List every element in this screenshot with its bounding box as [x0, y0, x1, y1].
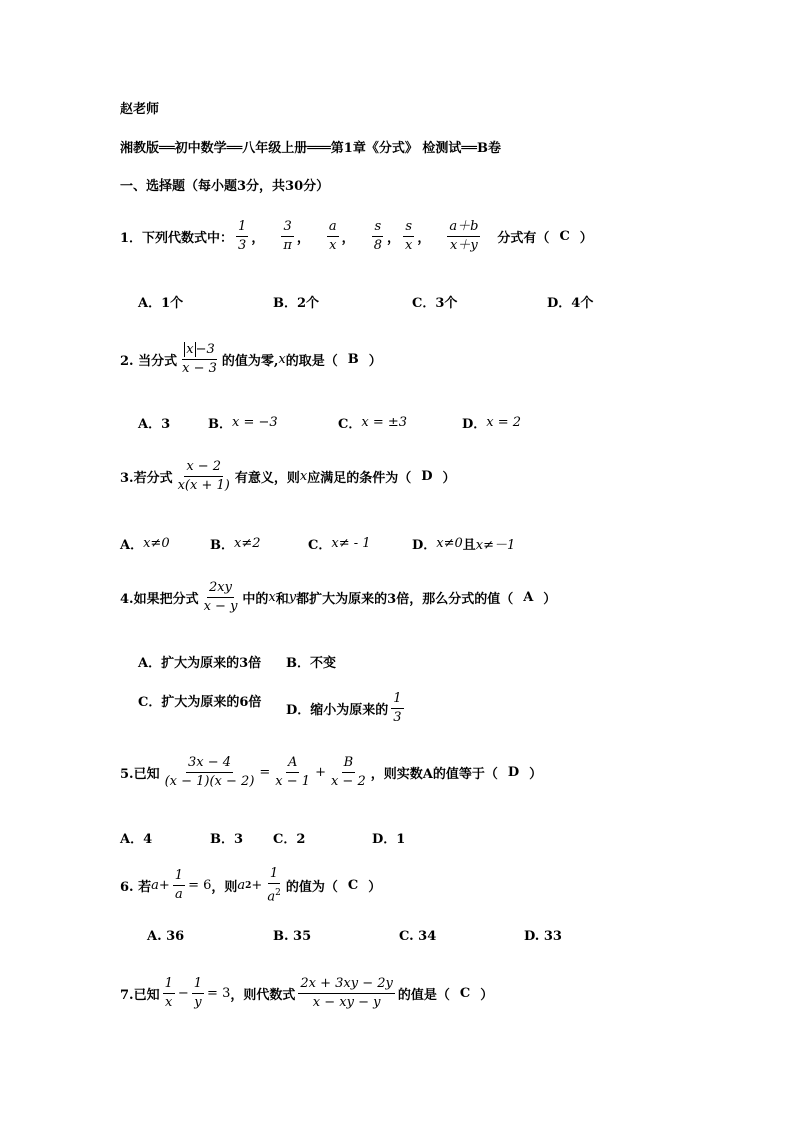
q6-option-a: A. 36: [147, 929, 185, 944]
question-4: 4.如果把分式 $\frac{2xy}{x - y}$ 中的 x 和 y 都扩大为原来的3倍，那么分式的值（ A ）: [120, 580, 557, 614]
q1-fraction-3: $\frac{a}{x}$: [328, 219, 337, 253]
q1-option-b: B．2个: [273, 296, 320, 311]
q3-fraction: $\frac{x - 2}{x(x + 1)}$: [177, 459, 230, 493]
q7-fraction-3: $\frac{2x + 3xy - 2y}{x - xy - y}$: [300, 976, 393, 1010]
q4-option-c: C．扩大为原来的6倍: [138, 695, 262, 710]
q1-prefix: 1．下列代数式中：: [120, 231, 234, 246]
q5-option-b: B．3: [210, 832, 244, 847]
q7-fraction-2: $\frac{1}{y}$: [193, 976, 203, 1010]
question-7: 7.已知 $\frac{1}{x}$ − $\frac{1}{y}$ = 3 ，则代数式 $\frac{2x + 3xy - 2y}{x - xy - y}$ 的值是（ C ）: [120, 976, 494, 1010]
q2-option-a: A．3: [138, 417, 171, 432]
q5-option-d: D．1: [372, 832, 406, 847]
question-1: 1．下列代数式中： $\frac{1}{3}$ ， $\frac{3}{\pi}$ ， $\frac{a}{x}$ ， $\frac{s}{8}$ ， $\frac{s}{x}$ ， $\frac{a+b}{x+y}$ 分式有（ C ）: [120, 219, 593, 253]
q1-answer: C: [559, 229, 570, 244]
q4-option-d-fraction: $\frac{1}{3}$: [393, 691, 402, 725]
q1-option-c: C．3个: [412, 296, 458, 311]
section-title: 一、选择题（每小题3分，共30分）: [120, 179, 330, 194]
question-6: 6. 若 a + $\frac{1}{a}$ = 6 ，则 a 2 + $\frac{1}{a^2}$ 的值为（ C ）: [120, 866, 382, 905]
question-2: 2. 当分式 $\frac{x -3}{x - 3}$ 的值为零, x 的取是（ B ）: [120, 342, 382, 376]
q7-fraction-1: $\frac{1}{x}$: [164, 976, 173, 1010]
q3-option-d: D． x≠0 且 x≠－1: [412, 536, 516, 553]
q6-fraction-1: $\frac{1}{a}$: [174, 868, 184, 903]
question-5: 5.已知 $\frac{3x - 4}{(x - 1)(x - 2)}$ = $\frac{A}{x - 1}$ + $\frac{B}{x - 2}$ ，则实数A的值等于（ D ）: [120, 755, 543, 789]
q1-option-a: A．1个: [138, 296, 184, 311]
q6-option-d: D. 33: [524, 929, 562, 944]
q5-option-c: C．2: [273, 832, 306, 847]
q3-option-b: B． x≠2: [210, 536, 261, 553]
q1-fraction-6: $\frac{a+b}{x+y}$: [449, 219, 479, 253]
q4-option-d: D．缩小为原来的 $\frac{1}{3}$: [286, 691, 402, 725]
q4-option-a: A．扩大为原来的3倍: [138, 656, 262, 671]
q6-answer: C: [347, 878, 359, 894]
q3-answer: D: [421, 469, 433, 484]
q1-fraction-4: $\frac{s}{8}$: [373, 219, 382, 253]
q7-answer: C: [459, 986, 471, 1001]
q1-fraction-1: $\frac{1}{3}$: [238, 219, 247, 253]
q2-option-d: D． x = 2: [462, 415, 522, 432]
q4-fraction: $\frac{2xy}{x - y}$: [203, 580, 238, 614]
q5-b-fraction: $\frac{B}{x - 2}$: [330, 755, 366, 789]
q2-fraction: $\frac{x -3}{x - 3}$: [182, 342, 217, 376]
q6-option-b: B. 35: [273, 929, 312, 944]
question-3: 3.若分式 $\frac{x - 2}{x(x + 1)}$ 有意义，则 x 应满足的条件为（ D ）: [120, 459, 456, 493]
author-name: 赵老师: [120, 102, 160, 117]
q2-option-b: B． x = −3: [208, 415, 278, 432]
q1-fraction-5: $\frac{s}{x}$: [404, 219, 413, 253]
q3-option-c: C． x≠ - 1: [308, 536, 371, 553]
q5-answer: D: [507, 765, 520, 780]
q1-fraction-2: $\frac{3}{\pi}$: [283, 219, 292, 253]
exam-title: 湘教版══初中数学══八年级上册═══第1章《分式》 检测试══B卷: [120, 141, 501, 156]
q5-a-fraction: $\frac{A}{x - 1}$: [275, 755, 311, 789]
q5-option-a: A．4: [120, 832, 153, 847]
q2-answer: B: [347, 352, 359, 367]
q4-answer: A: [523, 590, 534, 605]
q5-lhs-fraction: $\frac{3x - 4}{(x - 1)(x - 2)}$: [164, 755, 255, 789]
q1-suffix: 分式有（: [497, 231, 550, 246]
q6-fraction-2: $\frac{1}{a^2}$: [267, 866, 281, 905]
q4-option-b: B．不变: [286, 656, 336, 671]
q1-option-d: D．4个: [547, 296, 594, 311]
q3-option-a: A． x≠0: [120, 536, 170, 553]
q6-option-c: C. 34: [399, 929, 437, 944]
q2-option-c: C． x = ±3: [338, 415, 408, 432]
